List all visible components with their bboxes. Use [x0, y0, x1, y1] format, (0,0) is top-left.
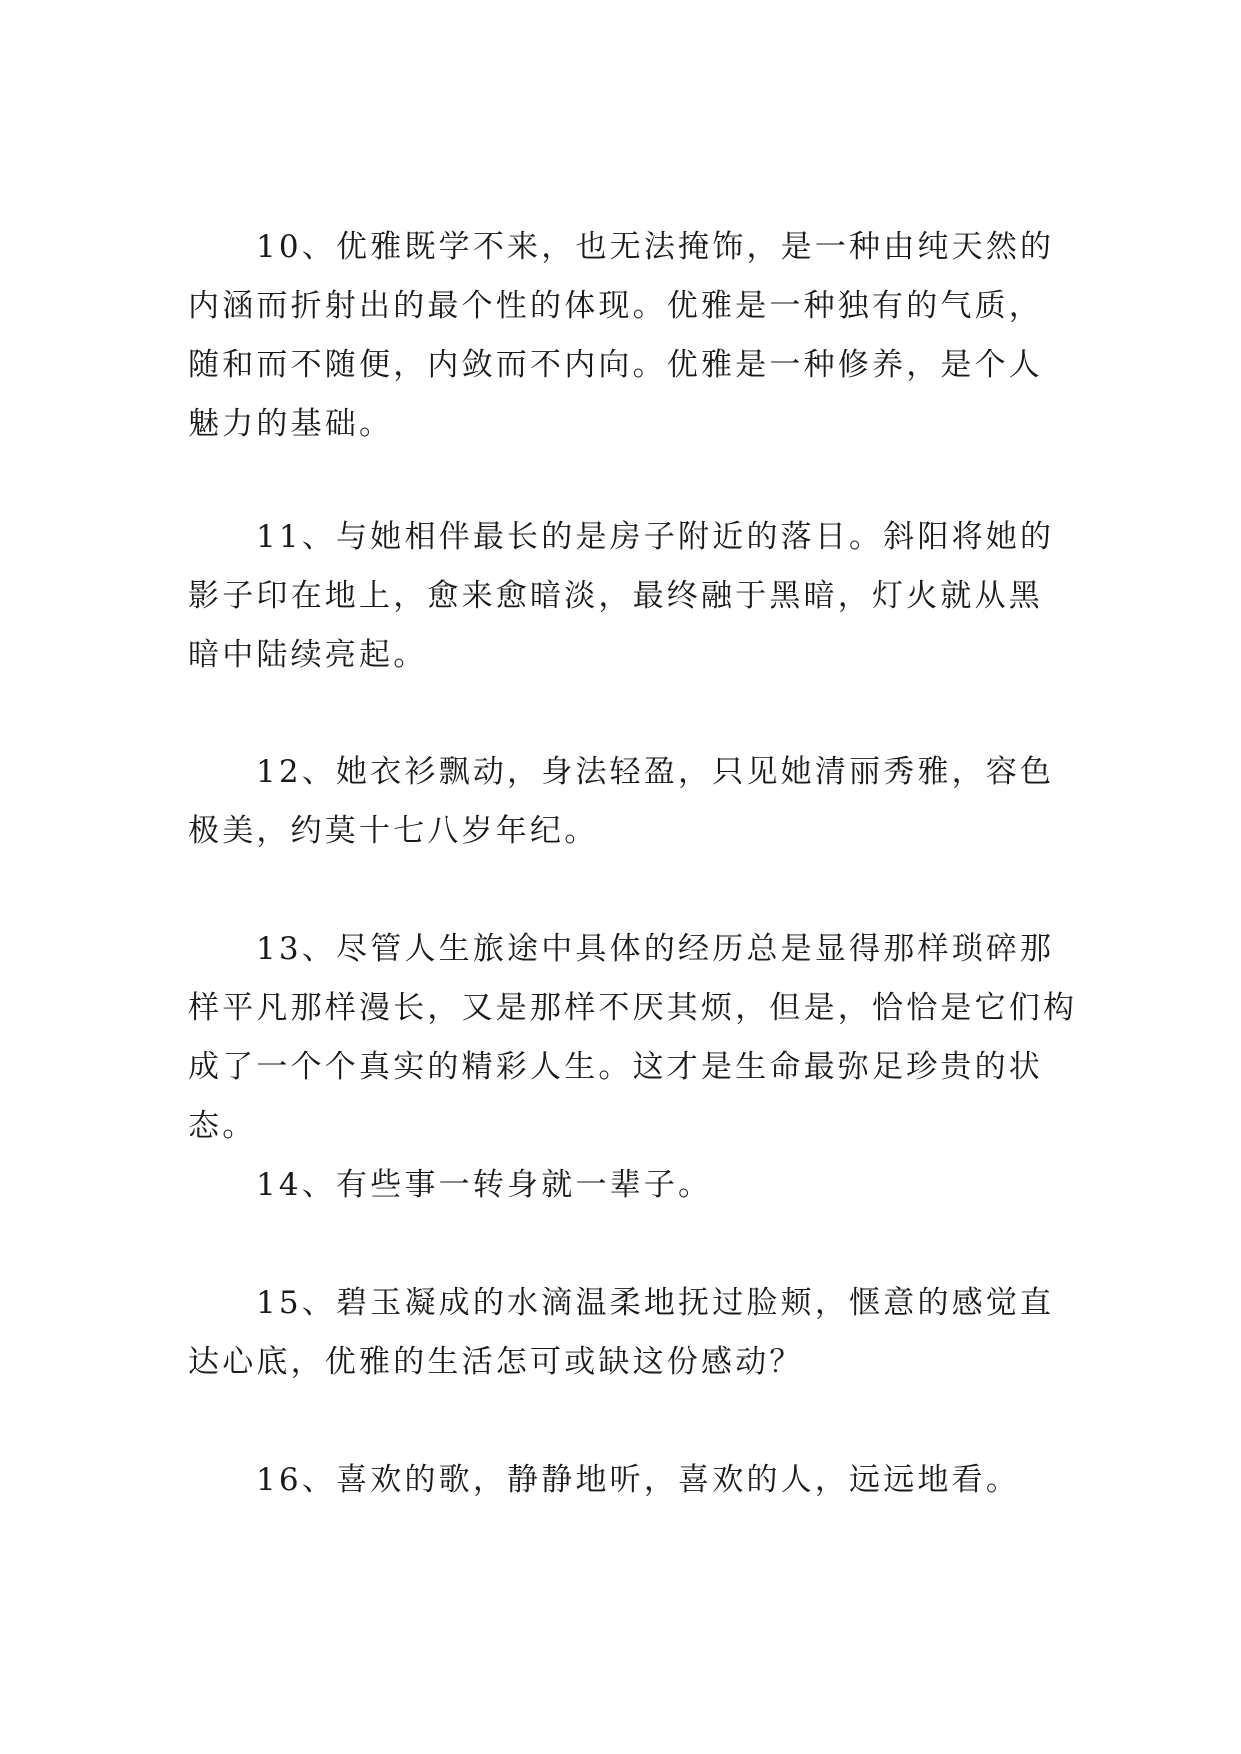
paragraph-12: 12、她衣衫飘动，身法轻盈，只见她清丽秀雅，容色极美，约莫十七八岁年纪。: [188, 754, 1055, 849]
paragraph-10: 10、优雅既学不来，也无法掩饰，是一种由纯天然的内涵而折射出的最个性的体现。优雅是一种独有的气质，随和而不随便，内敛而不内向。优雅是一种修养，是个人魅力的基础。: [188, 229, 1055, 442]
paragraph-13: 13、尽管人生旅途中具体的经历总是显得那样琐碎那样平凡那样漫长，又是那样不厌其烦，但是，恰恰是它们构成了一个个真实的精彩人生。这才是生命最弥足珍贵的状态。: [188, 931, 1078, 1144]
paragraph-15: 15、碧玉凝成的水滴温柔地抚过脸颊，惬意的感觉直达心底，优雅的生活怎可或缺这份感动？: [188, 1285, 1055, 1380]
paragraph-16: 16、喜欢的歌，静静地听，喜欢的人，远远地看。: [256, 1462, 1021, 1498]
paragraph-11: 11、与她相伴最长的是房子附近的落日。斜阳将她的影子印在地上，愈来愈暗淡，最终融于黑暗，灯火就从黑暗中陆续亮起。: [188, 519, 1055, 673]
paragraph-14: 14、有些事一转身就一辈子。: [256, 1167, 713, 1203]
